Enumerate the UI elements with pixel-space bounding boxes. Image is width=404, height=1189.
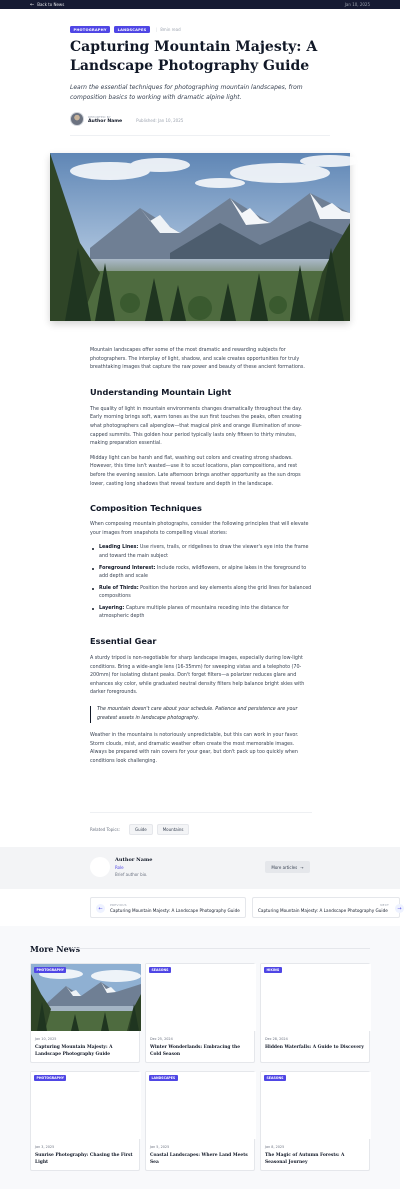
author-meta [88,115,122,124]
news-card-tag: SEASONS [149,967,171,973]
news-card-tag: PHOTOGRAPHY [34,967,66,973]
news-card[interactable] [145,1071,255,1171]
related-topics-label: Related Topics: [90,827,120,832]
news-card-date: Jan 8, 2025 [265,1145,285,1149]
hero-image [50,153,350,321]
paragraph: A sturdy tripod is non-negotiable for sharp landscape images, especially during low-light conditions. Bring a wide-angle lens (16-35mm) for sweeping vistas and a telephoto (70-200mm) for isolating distant peaks. Don't forget filters—a polarizer reduces glare and enhances sky color, while graduated neutral density filters help balance bright skies with darker foregrounds. [90,656,305,696]
mountain-thumbnail-image [31,964,141,1031]
article-intro: Mountain landscapes offer some of the most dramatic and rewarding subjects for photographers. The interplay of light, shadow, and scale creates opportunities for truly breathtaking images that capture the raw power and beauty of these ancient formations. [90,348,305,371]
news-card[interactable] [260,1071,370,1171]
arrow-left-icon: ← [30,1,35,8]
paragraph: When composing mountain photographs, consider the following principles that will elevate your images from snapshots to compelling visual stories: [90,522,309,536]
news-card[interactable] [145,963,255,1063]
topic-guide[interactable]: Guide [129,824,153,835]
news-card-date: Dec 28, 2024 [265,1037,288,1041]
news-card-image [31,964,141,1031]
back-label: Back to News [37,2,65,7]
list-item-text: Include rocks, wildflowers, or alpine lakes in the foreground to add depth and scale [99,565,307,580]
topbar-date: Jan 10, 2025 [344,2,370,7]
heading-understanding-light: Understanding Mountain Light [90,386,232,397]
more-news-title: More News [30,944,81,954]
author-card-name[interactable]: Author Name [115,857,153,863]
news-card-title: The Magic of Autumn Forests: A Seasonal Journey [265,1153,345,1165]
list-item-term: Rule of Thirds: [99,585,139,591]
news-card-title: Capturing Mountain Majesty: A Landscape Photography Guide [35,1045,113,1057]
paragraph: Weather in the mountains is notoriously unpredictable, but this can work in your favor. Storm clouds, mist, and dramatic weather often create the most memorable images. Always be prepared with rain covers for your gear, but don't pack up too quickly when conditions look challenging. [90,733,299,764]
next-label: NEXT [380,903,389,907]
list-item [90,605,312,622]
list-item-text: Capture multiple planes of mountains receding into the distance for atmospheric depth [99,605,289,620]
topic-mountains[interactable]: Mountains [157,824,190,835]
list-item-term: Layering: [99,605,125,611]
news-card-tag: LANDSCAPES [149,1075,178,1081]
previous-title: Capturing Mountain Majesty: A Landscape Photography Guide [110,908,240,913]
previous-label: PREVIOUS [110,903,127,907]
news-card-image [261,964,371,1031]
next-title: Capturing Mountain Majesty: A Landscape Photography Guide [258,908,388,913]
more-articles-button[interactable] [265,861,310,873]
heading-composition: Composition Techniques [90,503,202,514]
news-card-tag: SEASONS [264,1075,286,1081]
list-item-term: Foreground Interest: [99,565,156,571]
news-card[interactable] [260,963,370,1063]
arrow-left-icon: ← [96,904,105,913]
quote-text: The mountain doesn't care about your schedule. Patience and persistence are your greatest assets in landscape photography. [97,707,298,721]
news-card-image [146,964,256,1031]
arrow-right-icon: → [300,864,304,870]
reported-by-label: REPORTED BY [88,114,111,119]
news-card-date: Jan 3, 2025 [35,1145,55,1149]
news-card-date: Jan 5, 2025 [150,1145,170,1149]
news-card-image [31,1072,141,1139]
blockquote [90,706,312,723]
list-item-text: Use rivers, trails, or ridgelines to draw the viewer's eye into the frame and toward the main subject [99,545,309,559]
tag-photography[interactable]: PHOTOGRAPHY [70,26,110,33]
list-item [90,544,312,561]
article-body [90,347,312,767]
related-topics [90,824,189,835]
news-card[interactable] [30,1071,140,1171]
news-card-tag: PHOTOGRAPHY [34,1075,66,1081]
news-card-title: Winter Wonderlands: Embracing the Cold Season [150,1045,241,1057]
author-card-bio: Brief author bio. [115,872,148,877]
author-card-role: Role [115,865,124,870]
tag-landscapes[interactable]: LANDSCAPES [114,26,150,33]
author-name[interactable]: Author Name [88,118,123,124]
divider [70,135,330,136]
next-article-link[interactable] [252,897,400,918]
avatar [90,857,110,877]
news-card-date: Dec 25, 2024 [150,1037,173,1041]
heading-essential-gear: Essential Gear [90,636,157,647]
back-link[interactable] [30,2,64,8]
more-articles-label: More articles [271,864,298,870]
previous-article-link[interactable] [90,897,246,918]
news-card-date: Jan 10, 2025 [35,1037,57,1041]
divider [72,948,370,949]
divider [90,812,312,813]
list-item [90,565,312,582]
list-item-text: Position the horizon and key elements along the grid lines for balanced compositions [99,585,312,600]
read-time [156,27,181,32]
news-card-image [261,1072,371,1139]
paragraph: The quality of light in mountain environments changes dramatically throughout the day. Early morning brings soft, warm tones as the sun first touches the peaks, often creating what photographers call alpenglow—that magical pink and orange illumination of snow-capped summits. This golden hour period typically lasts only fifteen to thirty minutes, making preparation essential. [90,406,302,447]
news-card-image [146,1072,256,1139]
news-card-title: Hidden Waterfalls: A Guide to Discovery [265,1045,364,1050]
top-bar [0,0,400,9]
separator: | [155,27,158,32]
paragraph: Midday light can be harsh and flat, washing out colors and creating strong shadows. However, this time isn't wasted—use it to scout locations, plan compositions, and rest before the evening session. Late afternoon brings another opportunity as the sun drops lower, casting long shadows that reveal texture and depth in the landscape. [90,455,301,487]
news-card-tag: HIKING [264,967,282,973]
arrow-right-icon: → [395,904,404,913]
read-time-text: 8min read [160,27,181,32]
mountain-landscape-image [50,153,350,321]
author-card [0,847,400,889]
news-card[interactable] [30,963,140,1063]
list-item-term: Leading Lines: [99,545,139,551]
article-subtitle: Learn the essential techniques for photographing mountain landscapes, from composition basics to working with dramatic alpine light. [70,84,303,101]
composition-list [90,544,312,622]
news-card-title: Coastal Landscapes: Where Land Meets Sea [150,1153,248,1165]
avatar [70,112,84,126]
author-byline [70,112,183,126]
page-title: Capturing Mountain Majesty: A Landscape Photography Guide [70,39,318,74]
news-card-title: Sunrise Photography: Chasing the First Light [35,1153,133,1165]
published-date: Published: Jan 10, 2025 [136,117,184,123]
article-tags [70,26,181,33]
list-item [90,585,312,602]
